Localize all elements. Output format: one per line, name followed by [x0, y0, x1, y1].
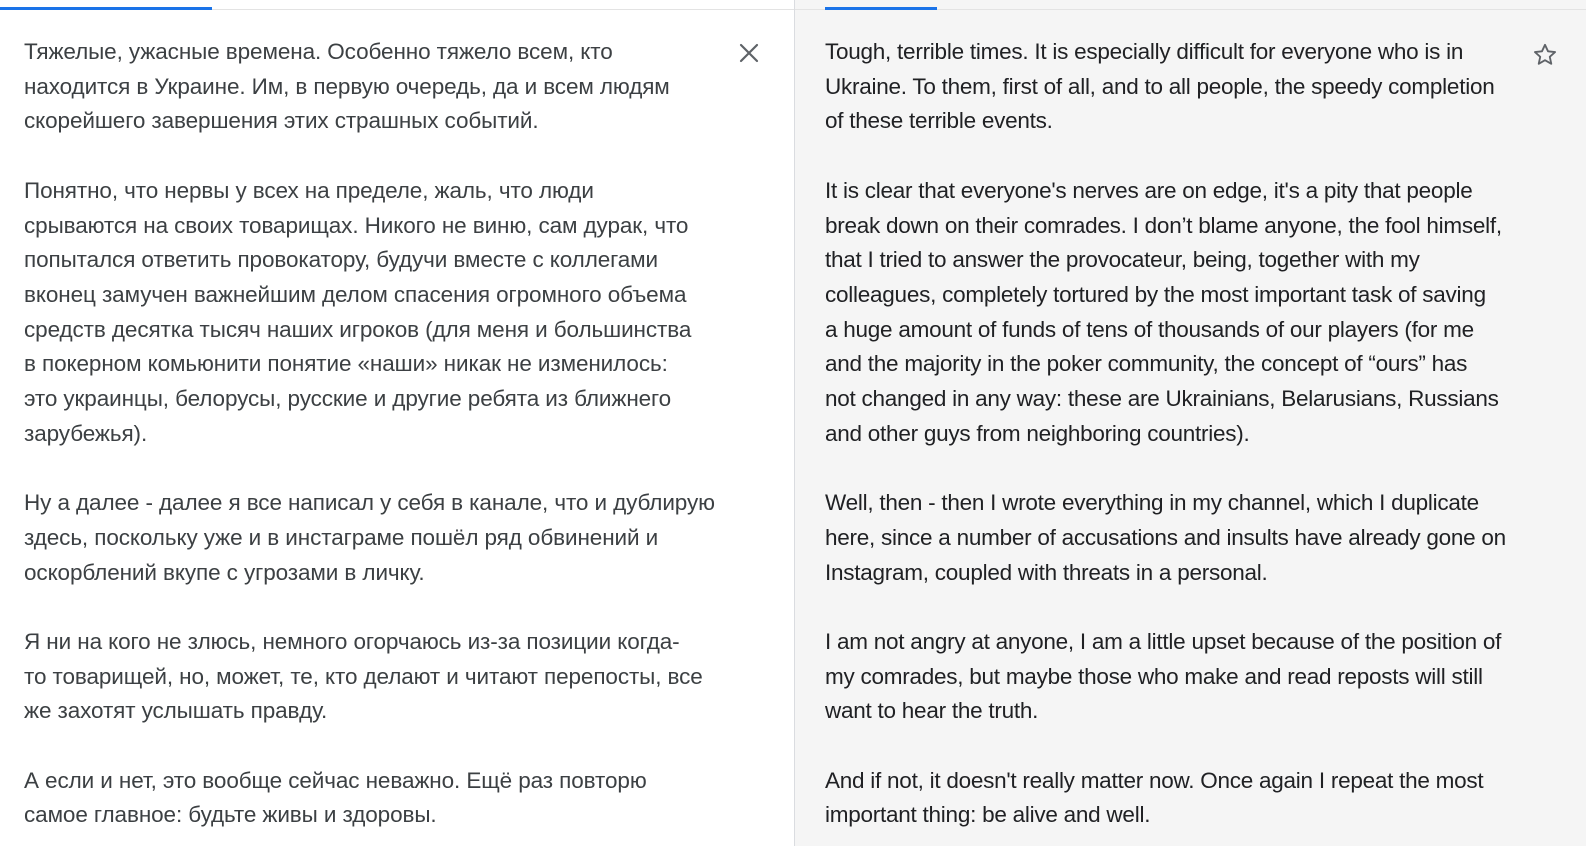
source-line: попытался ответить провокатору, будучи вместе с коллегами: [24, 247, 659, 273]
source-paragraph-1: [24, 35, 715, 139]
translation-line: break down on their comrades. I don’t blame anyone, the fool himself,: [825, 212, 1502, 238]
translation-text-area: [825, 35, 1506, 846]
source-line: это украинцы, белорусы, русские и другие ребята из ближнего: [24, 386, 672, 412]
translation-line: important thing: be alive and well.: [825, 802, 1151, 828]
source-line: А если и нет, это вообще сейчас неважно. Ещё раз повторю: [24, 767, 647, 793]
translation-line: of these terrible events.: [825, 108, 1053, 134]
source-line: Тяжелые, ужасные времена. Особенно тяжело всем, кто: [24, 39, 613, 64]
source-paragraph-5: [24, 764, 715, 833]
translation-line: It is clear that everyone's nerves are on edge, it's a pity that people: [825, 177, 1473, 203]
close-icon: [737, 41, 761, 65]
source-line: Я ни на кого не злюсь, немного огорчаюсь из-за позиции когда-: [24, 628, 680, 654]
translation-pane: [795, 0, 1586, 846]
translation-paragraph-5: [825, 764, 1506, 833]
translation-line: And if not, it doesn't really matter now. Once again I repeat the most: [825, 767, 1484, 793]
translation-line: not changed in any way: these are Ukrainians, Belarusians, Russians: [825, 386, 1499, 412]
translation-line: and the majority in the poker community, the concept of “ours” has: [825, 351, 1468, 377]
source-line: средств десятка тысяч наших игроков (для меня и большинства: [24, 316, 692, 342]
translation-line: here, since a number of accusations and insults have already gone on: [825, 524, 1506, 550]
source-line: здесь, поскольку уже и в инстаграме пошёл ряд обвинений и: [24, 524, 659, 550]
source-tab-indicator[interactable]: [0, 7, 212, 10]
source-line: оскорблений вкупе с угрозами в личку.: [24, 559, 425, 585]
translation-line: Instagram, coupled with threats in a personal.: [825, 559, 1268, 585]
source-paragraph-2: [24, 174, 715, 452]
source-line: Ну а далее - далее я все написал у себя в канале, что и дублирую: [24, 490, 715, 516]
translation-line: a huge amount of funds of tens of thousands of our players (for me: [825, 316, 1474, 342]
translation-tab-indicator[interactable]: [825, 7, 937, 10]
source-text-area[interactable]: [24, 35, 715, 846]
translation-paragraph-3: [825, 486, 1506, 590]
translation-line: colleagues, completely tortured by the most important task of saving: [825, 281, 1486, 307]
translation-line: want to hear the truth.: [825, 698, 1039, 724]
save-translation-button[interactable]: [1532, 42, 1558, 68]
clear-source-button[interactable]: [737, 41, 761, 65]
source-paragraph-3: [24, 486, 715, 590]
star-icon: [1532, 42, 1558, 68]
translation-paragraph-1: [825, 35, 1506, 139]
translation-line: I am not angry at anyone, I am a little upset because of the position of: [825, 628, 1502, 654]
translation-paragraph-4: [825, 625, 1506, 729]
source-line: то товарищей, но, может, те, кто делают и читают перепосты, все: [24, 663, 703, 689]
source-line: Понятно, что нервы у всех на пределе, жаль, что люди: [24, 177, 594, 203]
translation-line: that I tried to answer the provocateur, being, together with my: [825, 247, 1420, 273]
source-line: зарубежья).: [24, 420, 148, 446]
source-line: в покерном комьюнити понятие «наши» никак не изменилось:: [24, 351, 668, 377]
translation-line: my comrades, but maybe those who make and read reposts will still: [825, 663, 1483, 689]
source-line: срываются на своих товарищах. Никого не виню, сам дурак, что: [24, 212, 689, 238]
source-line: же захотят услышать правду.: [24, 698, 328, 724]
source-line: скорейшего завершения этих страшных событий.: [24, 108, 539, 134]
source-line: находится в Украине. Им, в первую очередь, да и всем людям: [24, 73, 670, 99]
translation-line: Well, then - then I wrote everything in my channel, which I duplicate: [825, 490, 1479, 516]
source-line: вконец замучен важнейшим делом спасения огромного объема: [24, 281, 687, 307]
source-line: самое главное: будьте живы и здоровы.: [24, 802, 437, 828]
translation-line: Ukraine. To them, first of all, and to all people, the speedy completion: [825, 73, 1495, 99]
source-paragraph-4: [24, 625, 715, 729]
translation-line: Tough, terrible times. It is especially difficult for everyone who is in: [825, 39, 1464, 64]
translation-paragraph-2: [825, 174, 1506, 452]
translation-line: and other guys from neighboring countries).: [825, 420, 1250, 446]
